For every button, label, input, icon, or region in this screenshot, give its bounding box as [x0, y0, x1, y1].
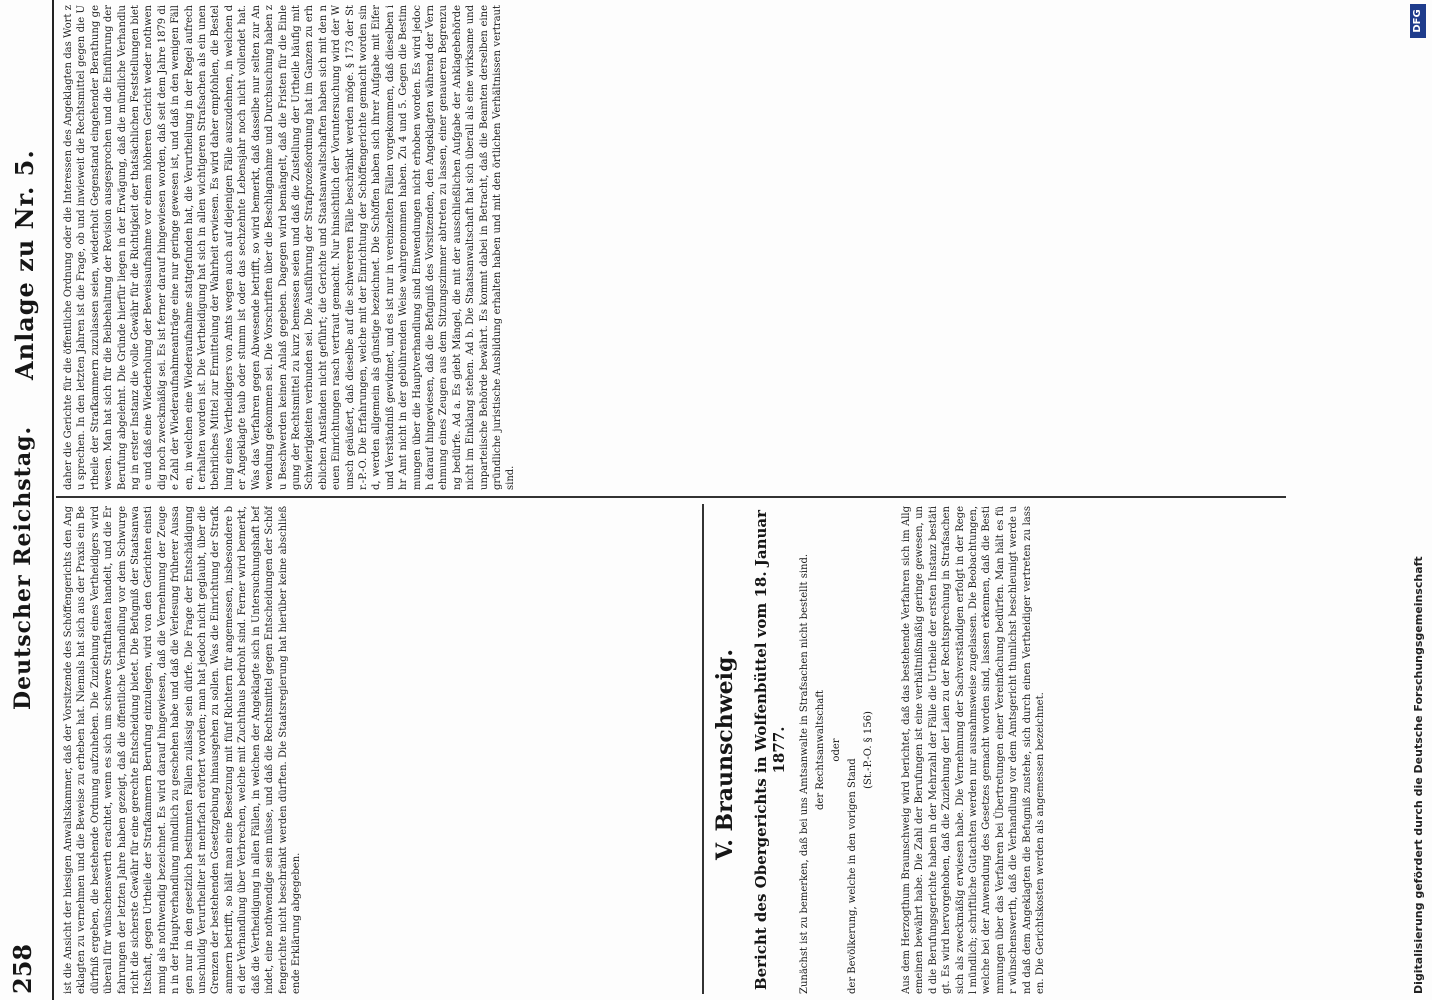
section-subtitle: Bericht des Obergerichts in Wolfenbüttel vom 18. Januar 1877. — [752, 509, 788, 991]
page-number: 258 — [8, 943, 37, 994]
right-column-text: daher die Gerichte für die öffentliche Ordnung oder die Interessen des Angeklagten das Wort zu sprechen. In den letzten Jahren ist die Frage, ob und inwieweit die Rechtsmittel gegen die Urtheile der Strafkammern zuzulassen seien, wiederholt Gegenstand eingehender Berathung gewesen. Man hat sich für die Beibehaltung der Revision ausgesprochen und die Einführung der Berufung abgelehnt. Die Gründe hierfür liegen in der Erwägung, daß die mündliche Verhandlung in erster Instanz die volle Gewähr für die Richtigkeit der thatsächlichen Feststellungen biete und daß eine Wiederholung der Beweisaufnahme vor einem höheren Gericht weder nothwendig noch zweckmäßig sei. Es ist ferner darauf hingewiesen worden, daß seit dem Jahre 1879 die Zahl der Wiederaufnahmeanträge eine nur geringe gewesen ist, und daß in den wenigen Fällen, in welchen eine Wiederaufnahme stattgefunden hat, die Verurtheilung in der Regel aufrecht erhalten worden ist. Die Vertheidigung hat sich in allen wichtigeren Strafsachen als ein unentbehrliches Mittel zur Ermittelung der Wahrheit erwiesen. Es wird daher empfohlen, die Bestellung eines Vertheidigers von Amts wegen auch auf diejenigen Fälle auszudehnen, in welchen der Angeklagte taub oder stumm ist oder das sechzehnte Lebensjahr noch nicht vollendet hat. Was das Verfahren gegen Abwesende betrifft, so wird bemerkt, daß dasselbe nur selten zur Anwendung gekommen sei. Die Vorschriften über die Beschlagnahme und Durchsuchung haben zu Beschwerden keinen Anlaß gegeben. Dagegen wird bemängelt, daß die Fristen für die Einlegung der Rechtsmittel zu kurz bemessen seien und daß die Zustellung der Urtheile häufig mit Schwierigkeiten verbunden sei. Die Ausführung der Strafprozeßordnung hat im Ganzen zu erheblichen Anständen nicht geführt; die Gerichte und Staatsanwaltschaften haben sich mit den neuen Einrichtungen rasch vertraut gemacht. Nur hinsichtlich der Voruntersuchung wird der Wunsch geäußert, daß dieselbe auf die schwereren Fälle beschränkt werden möge. § 173 der Str.-P.-O. Die Erfahrungen, welche mit der Einrichtung der Schöffengerichte gemacht worden sind, werden allgemein als günstige bezeichnet. Die Schöffen haben sich ihrer Aufgabe mit Eifer und Verständniß gewidmet, und es ist nur in vereinzelten Fällen vorgekommen, daß dieselben ihr Amt nicht in der gebührenden Weise wahrgenommen haben. Zu 4 und 5. Gegen die Bestimmungen über die Hauptverhandlung sind Einwendungen nicht erhoben worden. Es wird jedoch darauf hingewiesen, daß die Befugniß des Vorsitzenden, den Angeklagten während der Vernehmung eines Zeugen aus dem Sitzungszimmer abtreten zu lassen, einer genaueren Begrenzung bedürfe. Ad a. Es giebt Mängel, die mit der ausschließlichen Aufgabe der Anklagebehörde nicht im Einklang stehen. Ad b. Die Staatsanwaltschaft hat sich überall als eine wirksame und unparteiische Behörde bewährt. Es kommt dabei in Betracht, daß die Beamten derselben eine gründliche juristische Ausbildung erhalten haben und mit den örtlichen Verhältnissen vertraut sind. — [63, 5, 517, 490]
left-column-top-text: ist die Ansicht der hiesigen Anwaltskammer, daß der Vorsitzende des Schöffengerichts den Angeklagten zu vernehmen und die Beweise zu erheben hat. Niemals hat sich aus der Praxis ein Bedürfniß ergeben, die bestehende Ordnung aufzuheben. Die Zuziehung eines Vertheidigers wird überall für wünschenswerth erachtet, wenn es sich um schwere Strafthaten handelt, und die Erfahrungen der letzten Jahre haben gezeigt, daß die öffentliche Verhandlung vor dem Schwurgericht die sicherste Gewähr für eine gerechte Entscheidung bietet. Die Befugniß der Staatsanwaltschaft, gegen Urtheile der Strafkammern Berufung einzulegen, wird von den Gerichten einstimmig als nothwendig bezeichnet. Es wird darauf hingewiesen, daß die Vernehmung der Zeugen in der Hauptverhandlung mündlich zu geschehen habe und daß die Verlesung früherer Aussagen nur in den gesetzlich bestimmten Fällen zulässig sein dürfe. Die Frage der Entschädigung unschuldig Verurtheilter ist mehrfach erörtert worden; man hat jedoch nicht geglaubt, über die Grenzen der bestehenden Gesetzgebung hinausgehen zu sollen. Was die Einrichtung der Strafkammern betrifft, so hält man eine Besetzung mit fünf Richtern für angemessen, insbesondere bei der Verhandlung über Verbrechen, welche mit Zuchthaus bedroht sind. Ferner wird bemerkt, daß die Vertheidigung in allen Fällen, in welchen der Angeklagte sich in Untersuchungshaft befindet, eine nothwendige sein müsse, und daß die Rechtsmittel gegen Entscheidungen der Schöffengerichte nicht beschränkt werden dürften. Die Staatsregierung hat hierüber keine abschließende Erklärung abgegeben. — [63, 506, 302, 994]
section-intro-line: der Rechtsanwaltschaft — [815, 690, 826, 810]
column-divider — [56, 496, 1286, 498]
header-rule — [52, 0, 54, 1000]
section-title: V. Braunschweig. — [712, 648, 738, 860]
section-intro-line: der Bevölkerung, welche in den vorigen Stand — [847, 758, 858, 994]
section-intro-line: Zunächst ist zu bemerken, daß bei uns Amtsanwalte in Strafsachen nicht bestellt sind. — [799, 553, 810, 994]
section-divider — [702, 504, 704, 994]
left-column-bottom-text: Aus dem Herzogthum Braunschweig wird berichtet, daß das bestehende Verfahren sich im Allgemeinen bewährt habe. Die Zahl der Berufungen ist eine verhältnißmäßig geringe gewesen, und die Berufungsgerichte haben in der Mehrzahl der Fälle die Urtheile der ersten Instanz bestätigt. Es wird hervorgehoben, daß die Zuziehung der Laien zu der Rechtsprechung in Strafsachen sich als zweckmäßig erwiesen habe. Die Vernehmung der Sachverständigen erfolgt in der Regel mündlich; schriftliche Gutachten werden nur ausnahmsweise zugelassen. Die Beobachtungen, welche bei der Anwendung des Gesetzes gemacht worden sind, lassen erkennen, daß die Bestimmungen über das Verfahren bei Übertretungen einer Vereinfachung bedürfen. Man hält es für wünschenswerth, daß die Verhandlung vor dem Amtsgericht thunlichst beschleunigt werde und daß dem Angeklagten die Befugniß zustehe, sich durch einen Vertheidiger vertreten zu lassen. Die Gerichtskosten werden als angemessen bezeichnet. — [901, 506, 1047, 994]
section-intro — [796, 506, 878, 994]
digitization-footer — [1408, 0, 1430, 1000]
page-title: Deutscher Reichstag. — [10, 425, 36, 710]
dfg-logo: DFG — [1410, 4, 1426, 38]
footer-credit: Digitalisierung gefördert durch die Deutsche Forschungsgemeinschaft — [1412, 556, 1425, 994]
appendix-label: Anlage zu Nr. 5. — [10, 149, 39, 380]
section-reference: (St.-P.-O. § 156) — [863, 711, 874, 789]
section-intro-line: oder — [831, 738, 842, 762]
